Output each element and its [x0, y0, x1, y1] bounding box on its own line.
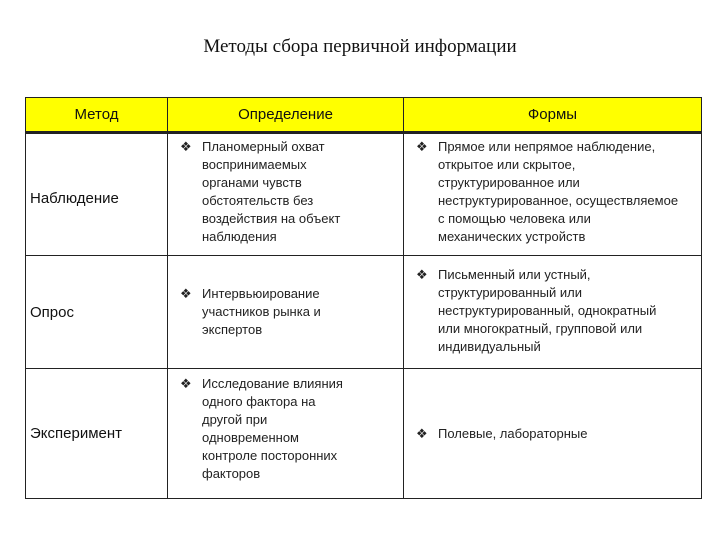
- definition-cell: [168, 369, 404, 499]
- method-cell: [26, 133, 168, 256]
- header-definition: Определение: [168, 98, 404, 133]
- header-method: Метод: [26, 98, 168, 133]
- diamond-bullet-icon: ❖: [180, 286, 192, 301]
- table-row: [26, 133, 702, 256]
- definition-cell: [168, 256, 404, 369]
- diamond-bullet-icon: ❖: [180, 139, 192, 154]
- diamond-bullet-icon: ❖: [416, 139, 428, 154]
- forms-cell: [404, 369, 702, 499]
- diamond-bullet-icon: ❖: [416, 267, 428, 282]
- page-title: Методы сбора первичной информации: [203, 36, 517, 57]
- definition-text: Интервьюирование участников рынка и экспертов: [202, 286, 321, 337]
- table-row: [26, 256, 702, 369]
- definition-text: Планомерный охват воспринимаемых органами чувств обстоятельств без воздействия на объект наблюдения: [202, 139, 341, 244]
- table-header-row: [26, 98, 702, 133]
- method-label: Опрос: [30, 303, 74, 321]
- forms-text: Полевые, лабораторные: [438, 425, 588, 441]
- method-cell: [26, 369, 168, 499]
- methods-table: [25, 97, 702, 499]
- forms-text: Письменный или устный, структурированный или неструктурированный, однократный или многократный, групповой или индивидуальный: [438, 267, 657, 354]
- table-row: [26, 369, 702, 499]
- diamond-bullet-icon: ❖: [180, 376, 192, 391]
- method-label: Наблюдение: [30, 190, 119, 207]
- diamond-bullet-icon: ❖: [416, 425, 428, 441]
- forms-cell: [404, 133, 702, 256]
- definition-text: Исследование влияния одного фактора на другой при одновременном контроле посторонних факторов: [202, 376, 343, 481]
- header-forms: Формы: [404, 98, 702, 133]
- forms-text: Прямое или непрямое наблюдение, открытое или скрытое, структурированное или неструктурированное, осуществляемое с помощью человека или механических устройств: [438, 139, 679, 244]
- method-cell: [26, 256, 168, 369]
- method-label: Эксперимент: [30, 425, 123, 442]
- definition-cell: [168, 133, 404, 256]
- forms-cell: [404, 256, 702, 369]
